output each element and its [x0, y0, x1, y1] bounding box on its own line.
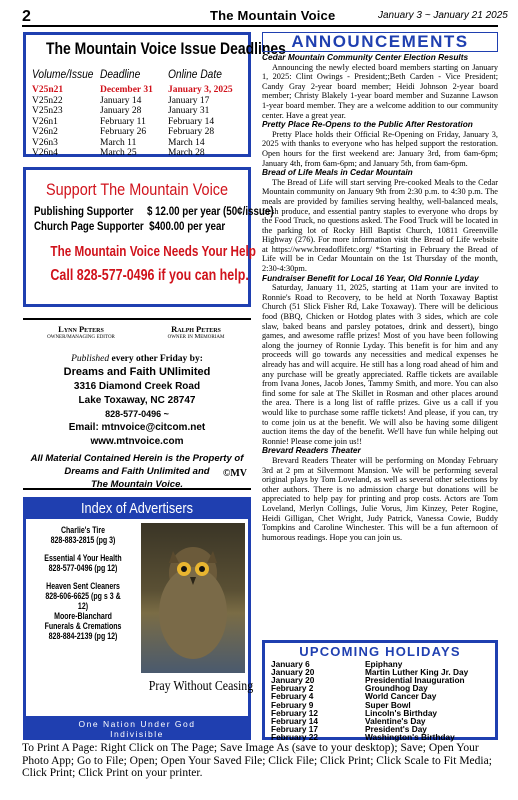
deadline-online: March 14 — [168, 137, 205, 148]
holiday-name: Groundhog Day — [365, 683, 428, 694]
publishing-supporter — [34, 206, 274, 218]
holidays-title: UPCOMING HOLIDAYS — [299, 644, 461, 659]
advertiser-name: Essential 4 Your Health — [44, 553, 122, 563]
ann-body-pretty-place: Pretty Place holds their Official Re-Opening on Friday, January 3, 2025 with thanks to everyone who has helped support the restoration. Open hours for the first weekend are: January 3rd, from 6am-6pm; January 4th, from 6am-6pm; and January 5th, from 6am-6pm. — [262, 129, 498, 168]
holiday-date: January 20 — [271, 675, 315, 686]
published-by — [23, 354, 251, 364]
deadline-deadline: January 14 — [100, 95, 142, 106]
holiday-date: January 20 — [271, 667, 315, 678]
property-line-2: Dreams and Faith Unlimited and — [64, 466, 210, 477]
deadline-issue: V25n22 — [32, 95, 63, 106]
company-name: Dreams and Faith UNlimited — [63, 366, 211, 378]
deadline-issue: V26n3 — [32, 137, 58, 148]
address-line-2: Lake Toxaway, NC 28747 — [78, 395, 196, 406]
deadline-issue: V26n1 — [32, 116, 58, 127]
col-volume-issue: Volume/Issue — [32, 67, 94, 81]
advertisers-panel — [26, 519, 254, 716]
deadline-row — [26, 106, 248, 117]
advertisers-title: Index of Advertisers — [81, 500, 193, 517]
deadline-deadline: February 11 — [100, 116, 146, 127]
announcements-title: ANNOUNCEMENTS — [262, 32, 498, 52]
holiday-name: President's Day — [365, 723, 427, 734]
deadline-online: March 28 — [168, 148, 205, 158]
website-link[interactable]: www.mtnvoice.com — [90, 436, 184, 447]
advertiser-detail: 828-883-2815 (pg 3) — [50, 535, 116, 545]
published-pre: Published — [71, 354, 110, 364]
upcoming-holidays-box — [262, 640, 498, 740]
holiday-date: February 2 — [271, 683, 314, 694]
deadline-deadline: March 11 — [100, 137, 137, 148]
deadline-row — [26, 127, 248, 138]
holiday-name: World Cancer Day — [365, 691, 437, 702]
motto-banner — [23, 718, 251, 740]
deadline-issue: V26n2 — [32, 127, 58, 137]
deadline-deadline: March 25 — [100, 148, 137, 158]
col-deadline: Deadline — [100, 67, 141, 81]
holiday-row — [271, 732, 491, 743]
deadline-online: February 14 — [168, 116, 215, 127]
print-instructions: To Print A Page: Right Click on The Page; Save Image As (save to your desktop); Save; Open Your Photo App; Go to File; Open; Open Your Saved File; Click File; Click Print; Click Scale to Fit Media; Click Print; Click Print on your printer. — [22, 742, 492, 779]
advertiser-name: Charlie's Tire — [60, 525, 106, 535]
holiday-date: February 14 — [271, 715, 319, 726]
deadline-deadline: January 28 — [100, 106, 142, 116]
phone-number: 828-577-0496 ~ — [105, 409, 169, 419]
advertiser-detail: 828-577-0496 (pg 12) — [48, 563, 118, 573]
church-supporter-label: Church Page Supporter — [34, 221, 144, 233]
holiday-name: Valentine's Day — [365, 715, 426, 726]
ann-heading-election: Cedar Mountain Community Center Election Results — [262, 52, 469, 62]
holiday-date: February 9 — [271, 699, 314, 710]
photo-caption: Pray Without Ceasing — [148, 679, 254, 694]
holiday-name: Presidential Inauguration — [365, 675, 465, 686]
ann-heading-pretty-place: Pretty Place Re-Opens to the Public After Restoration — [262, 119, 473, 130]
publishing-supporter-label: Publishing Supporter — [34, 206, 134, 218]
deadline-issue: V26n4 — [32, 148, 58, 158]
staff-name-lynn: Lynn Peters — [58, 324, 104, 334]
staff-role-lynn: owner/managing editor — [47, 333, 115, 340]
issue-deadlines-box — [23, 32, 286, 158]
advertiser-essential-health[interactable] — [40, 553, 126, 573]
deadline-row — [26, 117, 248, 128]
staff-box — [23, 318, 251, 490]
ann-body-election: Announcing the newly elected board members starting on January 1, 2025: Clint Owings - President;;Beth Carden - Vice President; Candy Gray 2-year board member; Heidi Johnson 2-year board member; Christy Blakely 1-year board member and Suzanne Lawson 1-year board member. They are a welcome addition to our community center. Have a great year. — [262, 62, 498, 120]
staff-name-ralph: Ralph Peters — [171, 324, 221, 334]
owl-photo — [141, 523, 245, 673]
advertiser-moore-blanchard[interactable] — [40, 611, 126, 641]
deadline-issue: V25n23 — [32, 106, 63, 116]
deadline-online: January 3, 2025 — [168, 85, 233, 95]
advertiser-charlies-tire[interactable] — [40, 525, 126, 545]
advertiser-detail: 828-884-2139 (pg 12) — [48, 631, 118, 641]
deadline-online: January 31 — [168, 106, 210, 116]
ann-body-readers-theater: Brevard Readers Theater will be performing on Monday February 3rd at 2 pm at Silvermont Mansion. We will be performing several original plays by Tom Loveland, as well as several other selections by other authors. There is no admission charge but donations will be appreciated to help pay for printing and prop costs. Actors are Tom Loveland, Merlyn Collings, Julie Vorus, Jim Kinzey, Peter Rogine, Heidi Gilligan, Chet Wright, Judy Patrick, Vanessa Cowie, Buddy Tompkins and Caroline Winchester. This will be a fun afternoon of humorous readings. Hope you can join us. — [262, 455, 498, 542]
deadline-deadline: December 31 — [100, 85, 153, 95]
deadline-issue: V25n21 — [32, 85, 64, 95]
support-title: Support The Mountain Voice — [45, 180, 229, 199]
property-line-1: All Material Contained Herein is the Property of — [30, 453, 244, 464]
deadline-row — [26, 85, 248, 96]
deadline-row — [26, 138, 248, 149]
church-page-supporter — [34, 221, 225, 233]
page-number: 2 — [22, 8, 31, 25]
call-phone: Call 828-577-0496 if you can help. — [50, 267, 249, 284]
deadline-row — [26, 96, 248, 107]
address-line-1: 3316 Diamond Creek Road — [73, 381, 201, 392]
holiday-date: February 4 — [271, 691, 314, 702]
staff-role-ralph: owner in Memoriam — [167, 333, 225, 340]
advertiser-name: Moore-Blanchard Funerals & Cremations — [44, 611, 122, 631]
deadline-deadline: February 26 — [100, 127, 147, 137]
advertiser-heaven-sent[interactable] — [40, 581, 126, 611]
advertiser-name: Heaven Sent Cleaners — [46, 581, 120, 591]
published-post: every other Friday by: — [111, 354, 203, 364]
deadline-online: February 28 — [168, 127, 215, 137]
deadlines-title: The Mountain Voice Issue Deadlines — [45, 39, 286, 58]
owl-image-icon — [141, 523, 245, 673]
holiday-date: January 6 — [271, 659, 310, 669]
publishing-supporter-price: $ 12.00 per year (50¢/issue) — [146, 206, 274, 218]
ann-body-fundraiser: Saturday, January 11, 2025, starting at 11am your are invited to Ronnie's Road to Recovery, to be held at North Toxaway Baptist Church (51 Slick Fisher Rd, Lake Toxaway). There will be delicious food (BBQ, Chicken or Hotdog plates with 3 sides, which are cole slaw, baked beans and parsley potatoes, drink and dessert), bingo games, and awesome raffle prizes! Most of you have been following along the journey of Ronnie Lyday. This benefit is for him and any proceeds will go towards any necessities and medical expenses he already has and will acquire. He still has a long road ahead of him and any purchase will be greatly appreciated. Raffle tickets are available from Ivana Jones, Jacob Jones, Tammy Smith, and more. You can also find some for sale at The Skillet in Rosman and other places around the area. There is a long list of raffle prizes. Give us a call if you would like to purchase some raffle tickets! And please, if you can, try to come join us at the benefit. We will also be having some diligent auction items the day of the benefit. We'll have fun while helping out Ronnie! Please come join us!! — [262, 283, 498, 446]
holiday-name: Lincoln's Birthday — [365, 707, 438, 718]
header-rule — [22, 25, 498, 27]
issue-date-range: January 3 ~ January 21 2025 — [378, 10, 508, 21]
holiday-date: February 17 — [271, 723, 319, 734]
holiday-name: Martin Luther King Jr. Day — [365, 667, 469, 678]
announcements-body — [262, 53, 498, 542]
deadline-online: January 17 — [168, 95, 210, 106]
holiday-date: February 22 — [271, 731, 319, 742]
holiday-name: Epiphany — [365, 659, 403, 669]
advertisers-box — [23, 497, 254, 719]
motto-line-2: Indivisible — [110, 729, 164, 739]
holiday-name: Washington's Birthday — [365, 731, 455, 742]
ann-heading-readers-theater: Brevard Readers Theater — [262, 445, 361, 456]
motto-line-1: One Nation Under God — [78, 719, 196, 729]
ann-heading-fundraiser: Fundraiser Benefit for Local 16 Year, Old Ronnie Lyday — [262, 272, 479, 283]
holiday-date: February 12 — [271, 707, 319, 718]
mv-logo: ©MV — [222, 468, 247, 479]
publication-title: The Mountain Voice — [210, 8, 336, 23]
church-supporter-price: $400.00 per year — [149, 221, 226, 233]
email-link[interactable]: Email: mtnvoice@citcom.net — [68, 422, 206, 433]
support-box — [23, 167, 274, 307]
ann-body-bread-of-life: The Bread of Life will start serving Pre-cooked Meals to the Cedar Mountain community on January 9th from 2:30 p.m. to 4:30 p.m. The meals are provided by families serving healthy, well-balanced meals, fresh produce, and essential pantry staples to everyone who drops by the Food Truck, no questions asked. The Food Truck will be located in the parking lot of Rocky Hill Baptist Church, 10811 Greenville Highway (276). For more information visit the Bread of Life website at https://www.breadoflifetc.org/ *Starting in February the Bread of Life will be in Cedar Mountain on the 1st Thursday of the month, 2:30-4:30pm. — [262, 177, 498, 274]
deadline-row — [26, 148, 248, 159]
needs-help: The Mountain Voice Needs Your Help — [50, 243, 256, 260]
property-line-3: The Mountain Voice. — [90, 479, 183, 490]
ann-heading-bread-of-life: Bread of Life Meals in Cedar Mountain — [262, 167, 413, 178]
col-online-date: Online Date — [168, 67, 222, 81]
holiday-name: Super Bowl — [365, 699, 411, 710]
advertiser-detail: 828-606-6625 (pg s 3 & 12) — [45, 591, 121, 611]
